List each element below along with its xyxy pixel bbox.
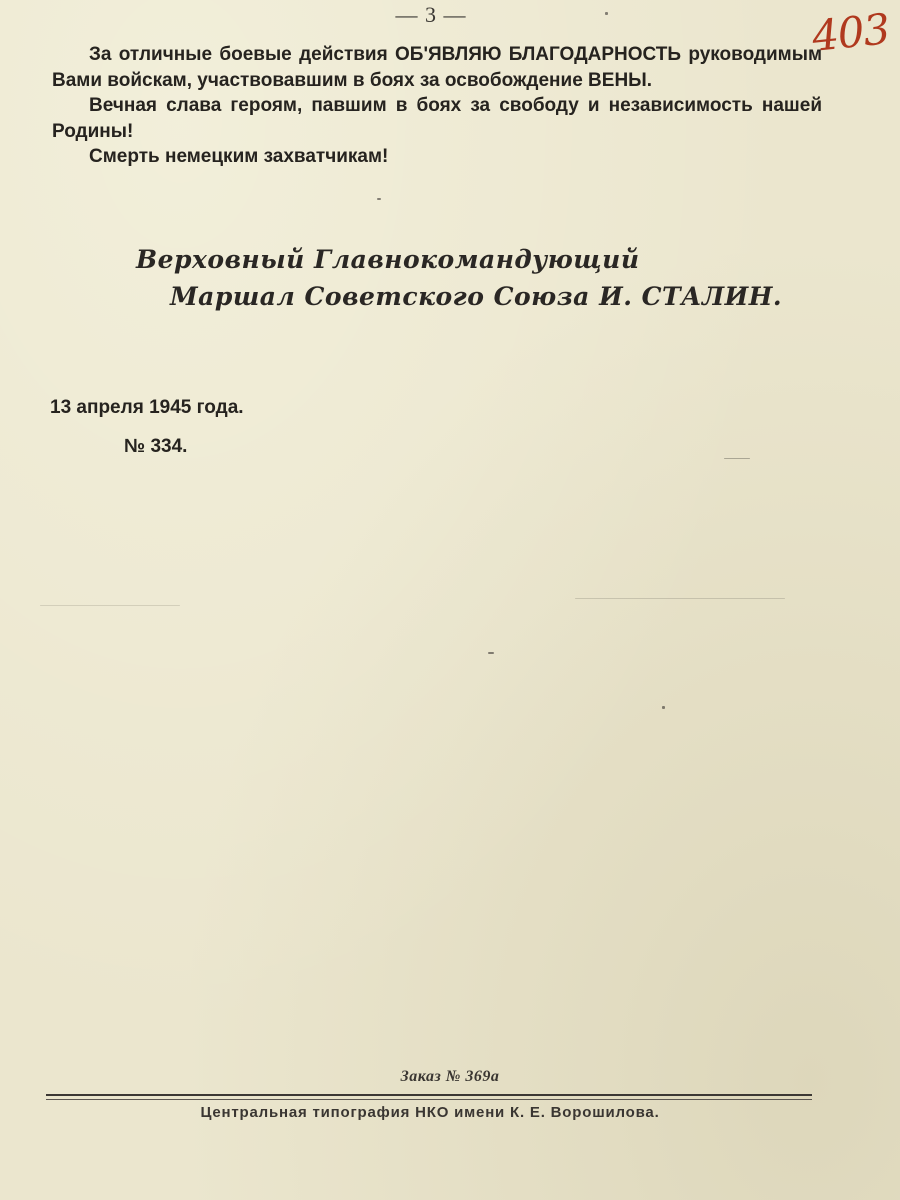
- footer-divider-thin: [46, 1099, 812, 1100]
- order-date: 13 апреля 1945 года.: [50, 397, 244, 418]
- paper-speck: [40, 605, 180, 606]
- signature-rank-name: Маршал Советского Союза И. СТАЛИН.: [170, 282, 783, 311]
- paragraph-glory: Вечная слава героям, павшим в боях за свободу и независимость нашей Родины!: [52, 95, 822, 142]
- signature-title: Верховный Главнокомандующий: [136, 245, 640, 274]
- print-order-number: Заказ № 369а: [400, 1068, 500, 1085]
- paragraph-death: Смерть немецким захватчикам!: [89, 146, 389, 167]
- paragraph-gratitude: За отличные боевые действия ОБ'ЯВЛЯЮ БЛАГОДАРНОСТЬ руководимым Вами войскам, участвовавшим в боях за освобождение ВЕНЫ.: [52, 44, 822, 91]
- archive-number-handwritten: 403: [809, 4, 892, 61]
- order-number: № 334.: [124, 436, 188, 457]
- order-body: [52, 42, 822, 170]
- paper-speck: [488, 652, 494, 654]
- paper-speck: [377, 198, 381, 200]
- paper-speck: [605, 12, 608, 15]
- paper-speck: [724, 458, 750, 459]
- page-number: — 3 —: [395, 2, 467, 27]
- printer-imprint: Центральная типография НКО имени К. Е. Ворошилова.: [200, 1104, 660, 1121]
- paper-speck: [575, 598, 785, 599]
- footer-divider: [46, 1094, 812, 1096]
- paper-speck: [662, 706, 665, 709]
